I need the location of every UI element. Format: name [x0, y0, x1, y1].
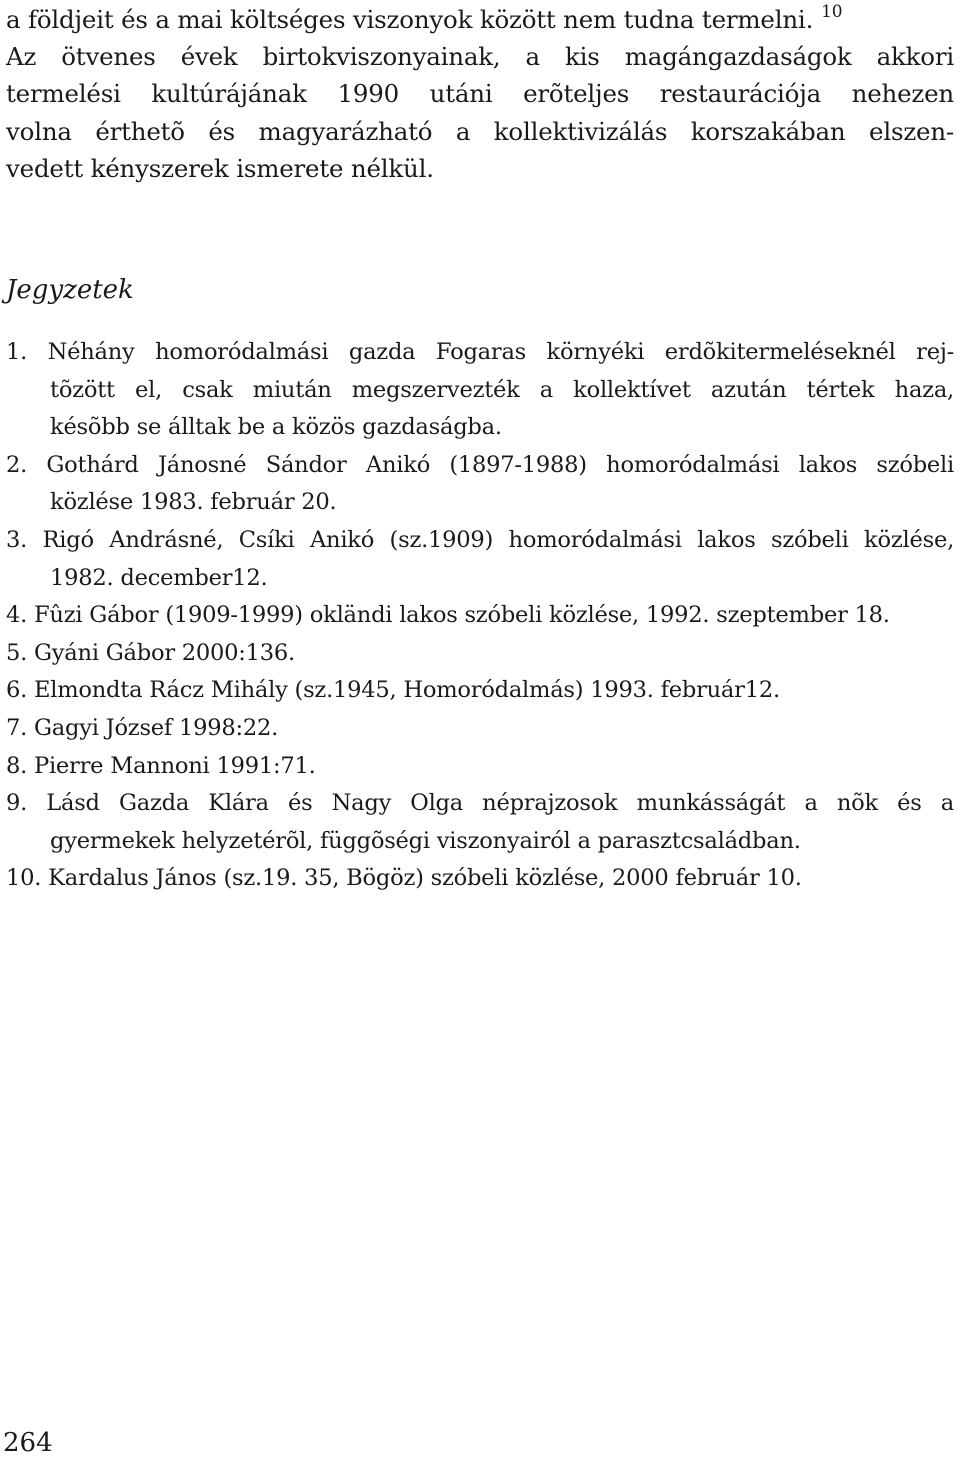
- body-paragraph: [6, 0, 954, 187]
- note-item: [6, 710, 954, 748]
- note-item: [6, 447, 954, 522]
- body-line: termelési kultúrájának 1990 utáni erõteljes restaurációja nehezen: [6, 79, 954, 109]
- note-line: 10. Kardalus János (sz.19. 35, Bögöz) szóbeli közlése, 2000 február 10.: [6, 865, 802, 892]
- body-line: Az ötvenes évek birtokviszonyainak, a kis magángazdaságok akkori: [6, 42, 954, 72]
- note-line: 1. Néhány homoródalmási gazda Fogaras környéki erdõkitermeléseknél rej-: [6, 339, 954, 365]
- body-line: vedett kényszerek ismerete nélkül.: [6, 153, 434, 183]
- note-item: [6, 522, 954, 597]
- note-line: 7. Gagyi József 1998:22.: [6, 714, 279, 741]
- note-line: 6. Elmondta Rácz Mihály (sz.1945, Homoródalmás) 1993. február12.: [6, 677, 780, 704]
- notes-list: [6, 334, 954, 898]
- note-line: tõzött el, csak miután megszervezték a kollektívet azután tértek haza,: [50, 376, 954, 403]
- body-line: volna érthetõ és magyarázható a kollektivizálás korszakában elszen-: [6, 116, 954, 146]
- note-line: 8. Pierre Mannoni 1991:71.: [6, 752, 316, 779]
- note-line: 2. Gothárd Jánosné Sándor Anikó (1897-1988) homoródalmási lakos szóbeli: [6, 451, 954, 478]
- notes-heading: Jegyzetek: [6, 275, 134, 305]
- body-line: [6, 1, 954, 38]
- note-item: [6, 334, 954, 447]
- note-item: [6, 597, 954, 635]
- footnote-reference[interactable]: 10: [821, 2, 843, 22]
- note-item: [6, 748, 954, 786]
- note-line: 4. Fûzi Gábor (1909-1999) okländi lakos szóbeli közlése, 1992. szeptember 18.: [6, 602, 890, 629]
- page-number: 264: [3, 1428, 53, 1458]
- note-line: késõbb se álltak be a közös gazdaságba.: [50, 414, 502, 441]
- note-item: [6, 785, 954, 860]
- body-line-text: a földjeit és a mai költséges viszonyok között nem tudna termelni.: [6, 5, 814, 34]
- note-line: gyermekek helyzetérõl, függõségi viszonyairól a parasztcsaládban.: [50, 827, 801, 854]
- note-line: 1982. december12.: [50, 564, 268, 591]
- note-item: [6, 635, 954, 673]
- note-item: [6, 860, 954, 898]
- note-line: közlése 1983. február 20.: [50, 489, 337, 516]
- note-item: [6, 672, 954, 710]
- note-line: 9. Lásd Gazda Klára és Nagy Olga néprajzosok munkásságát a nõk és a: [6, 790, 954, 817]
- note-line: 5. Gyáni Gábor 2000:136.: [6, 639, 295, 666]
- page-content: [6, 0, 954, 892]
- note-line: 3. Rigó Andrásné, Csíki Anikó (sz.1909) homoródalmási lakos szóbeli közlése,: [6, 526, 954, 553]
